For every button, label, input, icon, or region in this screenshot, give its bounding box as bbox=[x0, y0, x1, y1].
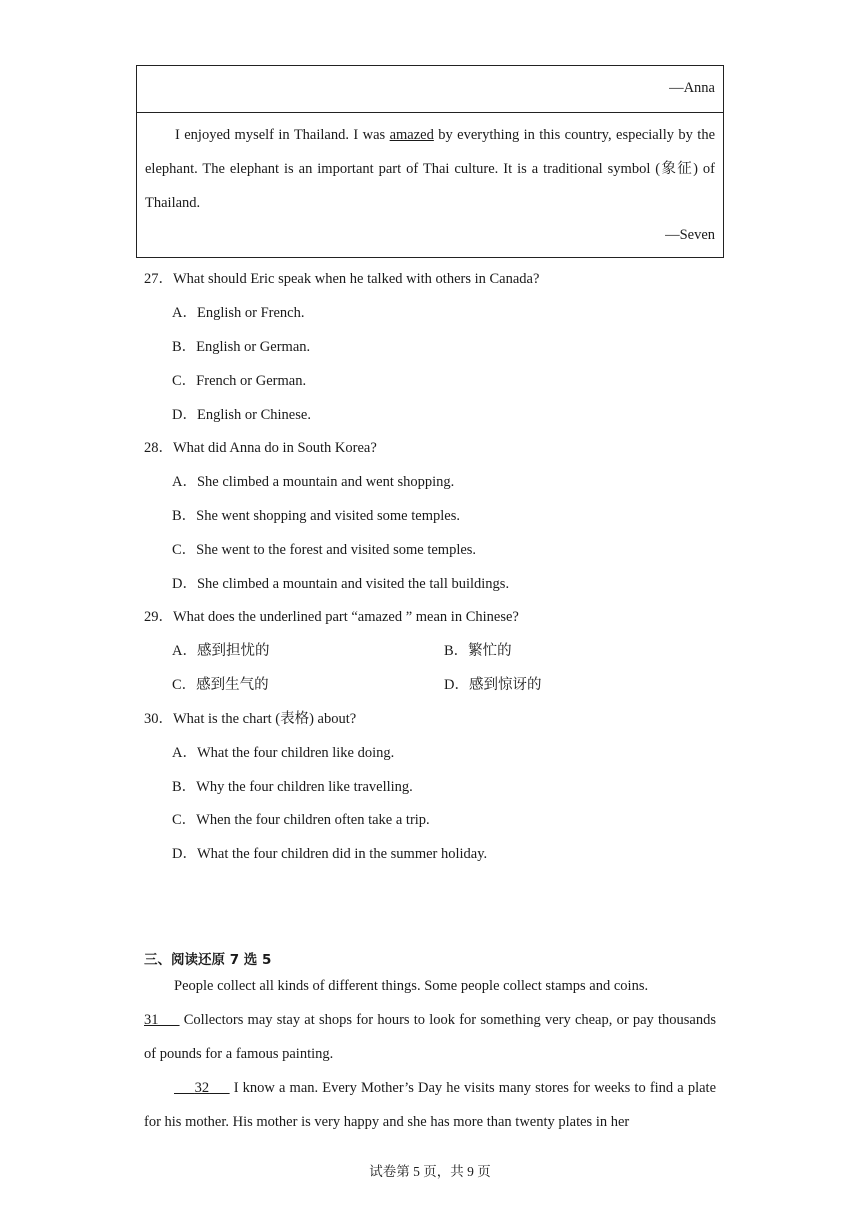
q29-option-d[interactable]: D．感到惊讶的 bbox=[444, 677, 542, 693]
blank-31[interactable]: 31 bbox=[144, 1012, 159, 1028]
q29-option-a[interactable]: A．感到担忧的 bbox=[172, 643, 270, 659]
q29-option-b[interactable]: B．繁忙的 bbox=[444, 643, 512, 659]
p2-rest: I know a man. Every Mother’s Day he visits many stores for weeks to find a plate for his mother. His mother is very happy and she has more than twenty plates in her bbox=[144, 1080, 717, 1130]
q27-option-b[interactable]: B．English or German. bbox=[172, 339, 311, 355]
question-30: 30．What is the chart (表格) about? bbox=[144, 711, 357, 727]
blank-32[interactable]: 32 bbox=[194, 1080, 210, 1096]
question-29: 29．What does the underlined part “amazed ” mean in Chinese? bbox=[144, 609, 519, 625]
seven-paragraph bbox=[145, 118, 715, 220]
paragraph-1 bbox=[144, 969, 716, 1071]
q28-option-c[interactable]: C．She went to the forest and visited some temples. bbox=[172, 542, 477, 558]
box-divider bbox=[137, 112, 723, 113]
signature-anna: —Anna bbox=[669, 80, 715, 96]
seven-text-post: by everything in this country, especially by the elephant. The elephant is an important part of Thai culture. It is a traditional symbol (象征) of Thailand. bbox=[145, 127, 716, 211]
page-footer: 试卷第 5 页，共 9 页 bbox=[369, 1164, 491, 1179]
q30-option-a[interactable]: A．What the four children like doing. bbox=[172, 745, 395, 761]
q30-option-d[interactable]: D．What the four children did in the summer holiday. bbox=[172, 846, 488, 862]
q28-option-a[interactable]: A．She climbed a mountain and went shopping. bbox=[172, 474, 455, 490]
question-27: 27．What should Eric speak when he talked with others in Canada? bbox=[144, 271, 540, 287]
q30-option-b[interactable]: B．Why the four children like travelling. bbox=[172, 779, 413, 795]
section-heading: 三、阅读还原 7 选 5 bbox=[144, 952, 272, 968]
seven-text-pre: I enjoyed myself in Thailand. I was bbox=[175, 127, 390, 143]
p1-continuation bbox=[144, 1003, 716, 1071]
q29-option-c[interactable]: C．感到生气的 bbox=[172, 677, 269, 693]
underlined-word: amazed bbox=[389, 127, 434, 143]
question-28: 28．What did Anna do in South Korea? bbox=[144, 440, 377, 456]
q28-option-d[interactable]: D．She climbed a mountain and visited the tall buildings. bbox=[172, 576, 510, 592]
p1-rest: Collectors may stay at shops for hours to look for something very cheap, or pay thousands of pounds for a famous painting. bbox=[144, 1012, 717, 1062]
q30-option-c[interactable]: C．When the four children often take a trip. bbox=[172, 812, 430, 828]
q27-option-a[interactable]: A．English or French. bbox=[172, 305, 305, 321]
passage-box bbox=[136, 65, 724, 258]
q28-option-b[interactable]: B．She went shopping and visited some temples. bbox=[172, 508, 460, 524]
p1-line1: People collect all kinds of different things. Some people collect stamps and coins. bbox=[174, 978, 649, 994]
q27-option-d[interactable]: D．English or Chinese. bbox=[172, 407, 311, 423]
signature-seven: —Seven bbox=[665, 227, 715, 243]
paragraph-2 bbox=[144, 1071, 716, 1139]
q27-option-c[interactable]: C．French or German. bbox=[172, 373, 307, 389]
